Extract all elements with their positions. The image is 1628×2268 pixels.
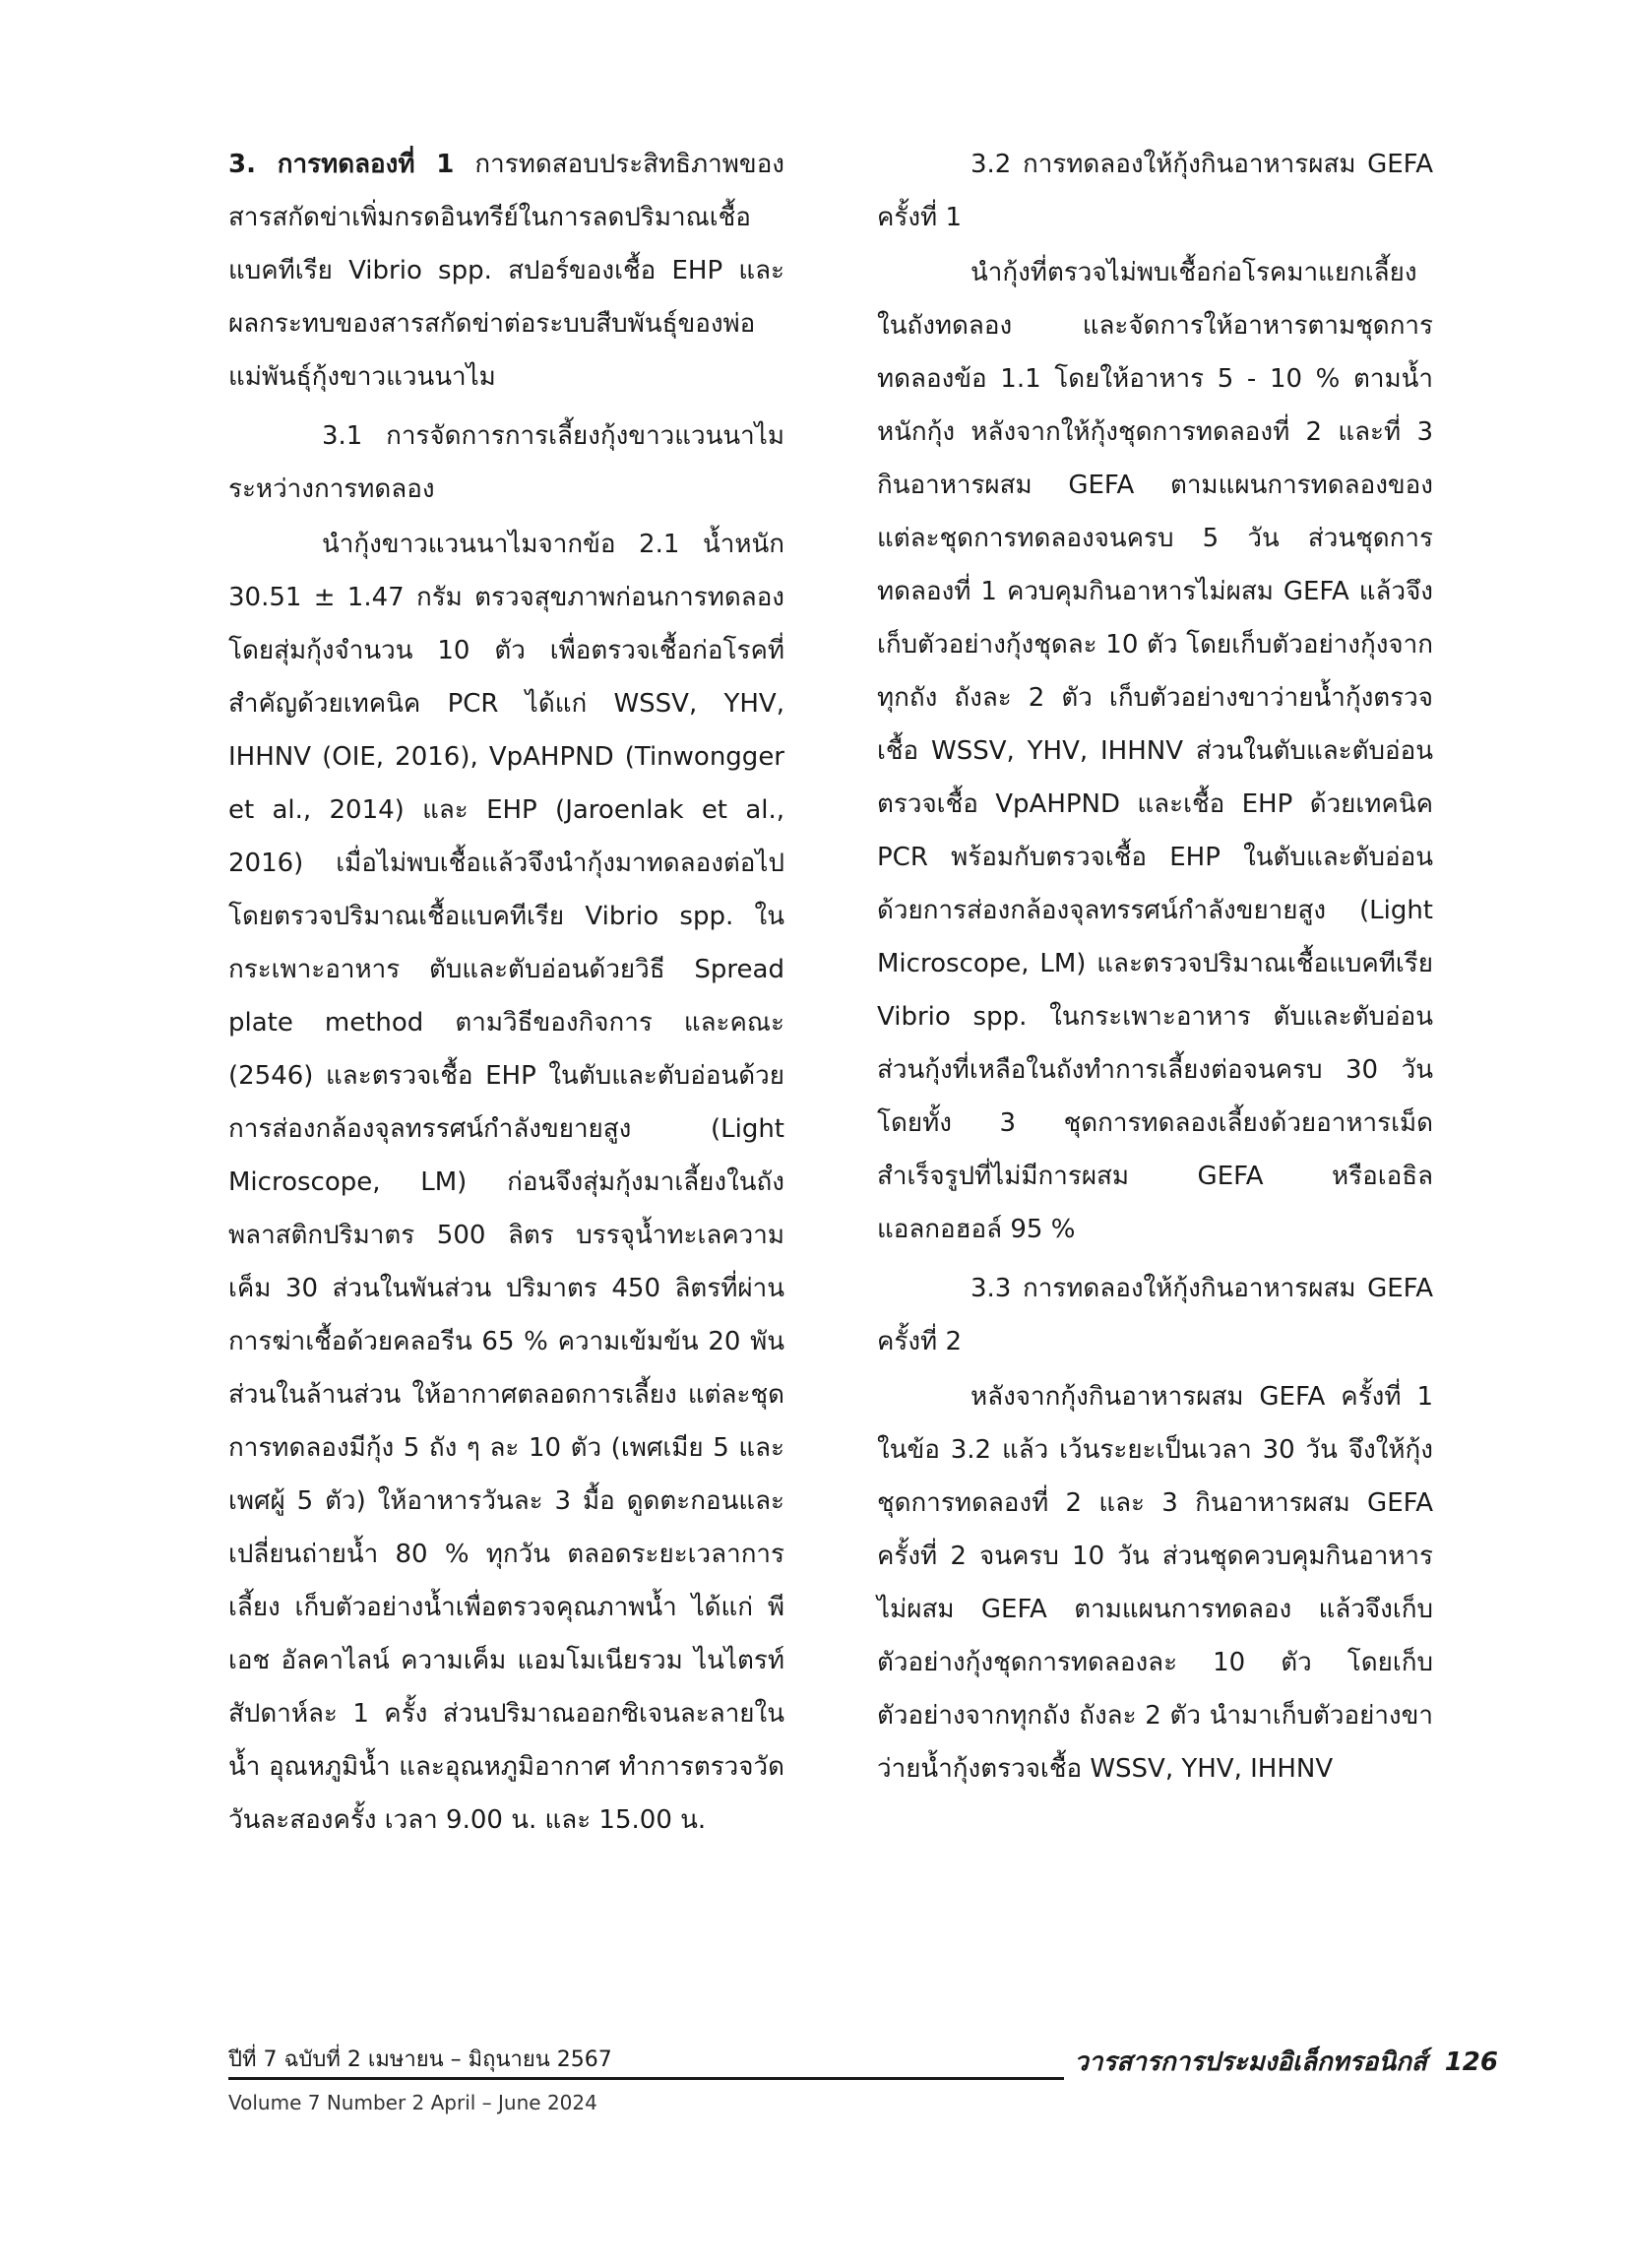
subsection-3-1-paragraph: นำกุ้งขาวแวนนาไมจากข้อ 2.1 น้ำหนัก 30.51 ± 1.47 กรัม ตรวจสุขภาพก่อนการทดลอง โดยสุ่มกุ้งจำนวน 10 ตัว เพื่อตรวจเชื้อก่อโรคที่สำคัญด้วยเทคนิค PCR ได้แก่ WSSV, YHV, IHHNV (OIE, 2016), VpAHPND (Tinwongger et al., 2014) และ EHP (Jaroenlak et al., 2016) เมื่อไม่พบเชื้อแล้วจึงนำกุ้งมาทดลองต่อไป โดยตรวจปริมาณเชื้อแบคทีเรีย Vibrio spp. ในกระเพาะอาหาร ตับและตับอ่อนด้วยวิธี Spread plate method ตามวิธีของกิจการ และคณะ (2546) และตรวจเชื้อ EHP ในตับและตับอ่อนด้วยการส่องกล้องจุลทรรศน์กำลังขยายสูง (Light Microscope, LM) ก่อนจึงสุ่มกุ้งมาเลี้ยงในถังพลาสติกปริมาตร 500 ลิตร บรรจุน้ำทะเลความเค็ม 30 ส่วนในพันส่วน ปริมาตร 450 ลิตรที่ผ่านการฆ่าเชื้อด้วยคลอรีน 65 % ความเข้มข้น 20 พันส่วนในล้านส่วน ให้อากาศตลอดการเลี้ยง แต่ละชุดการทดลองมีกุ้ง 5 ถัง ๆ ละ 10 ตัว (เพศเมีย 5 และเพศผู้ 5 ตัว) ให้อาหารวันละ 3 มื้อ ดูดตะกอนและเปลี่ยนถ่ายน้ำ 80 % ทุกวัน ตลอดระยะเวลาการเลี้ยง เก็บตัวอย่างน้ำเพื่อตรวจคุณภาพน้ำ ได้แก่ พีเอช อัลคาไลน์ ความเค็ม แอมโมเนียรวม ไนไตรท์ สัปดาห์ละ 1 ครั้ง ส่วนปริมาณออกซิเจนละลายในน้ำ อุณหภูมิน้ำ และอุณหภูมิอากาศ ทำการตรวจวัดวันละสองครั้ง เวลา 9.00 น. และ 15.00 น. xyxy=(228,530,784,1835)
subsection-3-3-paragraph: หลังจากกุ้งกินอาหารผสม GEFA ครั้งที่ 1 ในข้อ 3.2 แล้ว เว้นระยะเป็นเวลา 30 วัน จึงให้กุ้งชุดการทดลองที่ 2 และ 3 กินอาหารผสม GEFA ครั้งที่ 2 จนครบ 10 วัน ส่วนชุดควบคุมกินอาหารไม่ผสม GEFA ตามแผนการทดลอง แล้วจึงเก็บตัวอย่างกุ้งชุดการทดลองละ 10 ตัว โดยเก็บตัวอย่างจากทุกถัง ถังละ 2 ตัว นำมาเก็บตัวอย่างขาว่ายน้ำกุ้งตรวจเชื้อ WSSV, YHV, IHHNV xyxy=(877,1382,1433,1784)
subsection-3-2-paragraph: นำกุ้งที่ตรวจไม่พบเชื้อก่อโรคมาแยกเลี้ยงในถังทดลอง และจัดการให้อาหารตามชุดการทดลองข้อ 1.1 โดยให้อาหาร 5 - 10 % ตามน้ำหนักกุ้ง หลังจากให้กุ้งชุดการทดลองที่ 2 และที่ 3 กินอาหารผสม GEFA ตามแผนการทดลองของแต่ละชุดการทดลองจนครบ 5 วัน ส่วนชุดการทดลองที่ 1 ควบคุมกินอาหารไม่ผสม GEFA แล้วจึงเก็บตัวอย่างกุ้งชุดละ 10 ตัว โดยเก็บตัวอย่างกุ้งจากทุกถัง ถังละ 2 ตัว เก็บตัวอย่างขาว่ายน้ำกุ้งตรวจเชื้อ WSSV, YHV, IHHNV ส่วนในตับและตับอ่อนตรวจเชื้อ VpAHPND และเชื้อ EHP ด้วยเทคนิค PCR พร้อมกับตรวจเชื้อ EHP ในตับและตับอ่อนด้วยการส่องกล้องจุลทรรศน์กำลังขยายสูง (Light Microscope, LM) และตรวจปริมาณเชื้อแบคทีเรีย Vibrio spp. ในกระเพาะอาหาร ตับและตับอ่อน ส่วนกุ้งที่เหลือในถังทำการเลี้ยงต่อจนครบ 30 วัน โดยทั้ง 3 ชุดการทดลองเลี้ยงด้วยอาหารเม็ดสำเร็จรูปที่ไม่มีการผสม GEFA หรือเอธิลแอลกอฮอล์ 95 % xyxy=(877,258,1433,1244)
footer-journal xyxy=(1064,2042,1498,2082)
footer-english-date: Volume 7 Number 2 April – June 2024 xyxy=(228,2091,597,2114)
subsection-3-3-title: 3.3 การทดลองให้กุ้งกินอาหารผสม GEFA ครั้งที่ 2 xyxy=(877,1274,1433,1356)
section-3-text: การทดสอบประสิทธิภาพของสารสกัดข่าเพิ่มกรดอินทรีย์ในการลดปริมาณเชื้อแบคทีเรีย Vibrio spp. สปอร์ของเชื้อ EHP และผลกระทบของสารสกัดข่าต่อระบบสืบพันธุ์ของพ่อแม่พันธุ์กุ้งขาวแวนนาไม xyxy=(228,150,785,392)
section-3-paragraph xyxy=(228,138,784,404)
left-column xyxy=(228,138,784,1853)
subsection-3-2-title: 3.2 การทดลองให้กุ้งกินอาหารผสม GEFA ครั้งที่ 1 xyxy=(877,150,1433,232)
right-column xyxy=(877,138,1433,1801)
section-3-number: 3. การทดลองที่ 1 xyxy=(228,150,455,179)
journal-name: วารสารการประมงอิเล็กทรอนิกส์ xyxy=(1074,2048,1427,2077)
footer-thai-date: ปีที่ 7 ฉบับที่ 2 เมษายน – มิถุนายน 2567 xyxy=(228,2042,622,2076)
page-number: 126 xyxy=(1444,2048,1498,2077)
subsection-3-1-title: 3.1 การจัดการการเลี้ยงกุ้งขาวแวนนาไมระหว่างการทดลอง xyxy=(228,421,784,504)
